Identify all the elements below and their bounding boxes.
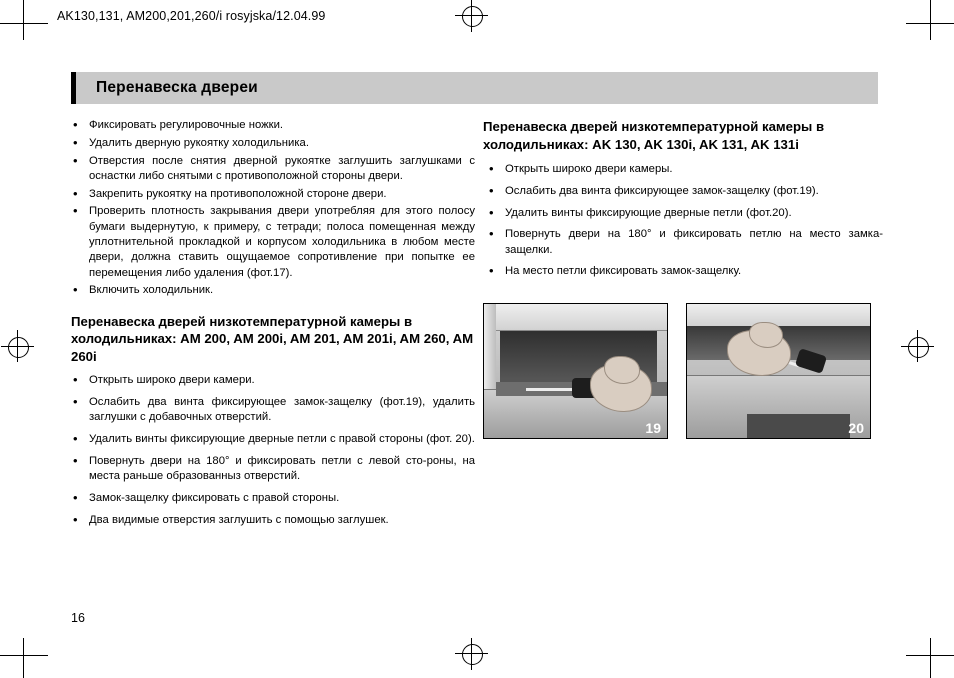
photo-thumb — [604, 356, 640, 384]
photo-shelf-top — [484, 304, 667, 331]
list-item: • Отверстия после снятия дверной рукоятке заглушить заглушками с оснастки либо снятыми с противоположной стороны двери. — [67, 154, 475, 185]
list-item: • Включить холодильник. — [67, 283, 475, 298]
list-item: • Проверить плотность закрывания двери употребляя для этого полосу бумаги выдернутую, к примеру, с тетради; полоса помещенная между уплотнительной прокладкой и корпусом холодильника в любом месте двери, должна ставить ощущаемое сопротивление при попытке ее перемещения либо удаления (фот.17). — [67, 204, 475, 280]
crop-mark-top-left-v — [23, 0, 24, 40]
registration-cross-top-v — [471, 0, 472, 32]
right-bullet-list — [483, 162, 883, 280]
crop-mark-bottom-right-h — [906, 655, 954, 656]
list-item: • Повернуть двери на 180° и фиксировать петли с левой сто-роны, на места раньше образованныз отверстий. — [67, 454, 475, 485]
photo-number-label: 20 — [848, 420, 864, 436]
left-bullet-list-top — [67, 118, 475, 299]
photo-number-label: 19 — [645, 420, 661, 436]
photo-screwdriver-shaft — [526, 388, 574, 391]
registration-cross-bottom-v — [471, 638, 472, 670]
left-column — [67, 118, 475, 535]
crop-mark-top-left-h — [0, 23, 48, 24]
list-item: • Удалить дверную рукоятку холодильника. — [67, 136, 475, 151]
registration-cross-left-v — [17, 330, 18, 362]
registration-mark-top — [462, 6, 483, 27]
list-item: • Замок-защелку фиксировать с правой стороны. — [67, 491, 475, 506]
right-column — [483, 118, 883, 286]
section-title-bar — [71, 72, 878, 104]
page-number: 16 — [71, 611, 85, 625]
list-item: • Открыть широко двери камери. — [67, 373, 475, 388]
photo-thumb — [749, 322, 783, 348]
list-item: • Фиксировать регулировочные ножки. — [67, 118, 475, 133]
crop-mark-top-right-v — [930, 0, 931, 40]
registration-cross-right-v — [917, 330, 918, 362]
crop-mark-bottom-left-v — [23, 638, 24, 678]
list-item: • Открыть широко двери камеры. — [483, 162, 883, 177]
crop-mark-bottom-right-v — [930, 638, 931, 678]
registration-mark-right — [908, 337, 929, 358]
registration-mark-bottom — [462, 644, 483, 665]
document-header-line: AK130,131, AM200,201,260/i rosyjska/12.04.99 — [57, 9, 326, 23]
photo-20 — [686, 303, 871, 439]
list-item: • Два видимые отверстия заглушить с помощью заглушек. — [67, 513, 475, 528]
photo-shelf-top — [687, 304, 870, 327]
crop-mark-top-right-h — [906, 23, 954, 24]
list-item: • Удалить винты фиксирующие дверные петли (фот.20). — [483, 206, 883, 221]
list-item: • Закрепить рукоятку на противоположной стороне двери. — [67, 187, 475, 202]
photo-row — [483, 303, 871, 439]
photo-19 — [483, 303, 668, 439]
right-subheading: Перенавеска дверей низкотемпературной камеры в холодильниках: AK 130, AK 130i, AK 131, AK 131i — [483, 119, 825, 152]
page-title: Перенавеска двереи — [96, 79, 258, 96]
registration-mark-left — [8, 337, 29, 358]
left-bullet-list-bottom — [67, 373, 475, 528]
photo-dark-strip — [747, 414, 850, 438]
crop-mark-bottom-left-h — [0, 655, 48, 656]
list-item: • Удалить винты фиксирующие дверные петли с правой стороны (фот. 20). — [67, 432, 475, 447]
left-subheading: Перенавеска дверей низкотемпературной камеры в холодильниках: AM 200, AM 200i, AM 201, AM 201i, AM 260, AM 260i — [71, 313, 474, 364]
list-item: • Повернуть двери на 180° и фиксировать петлю на место замка-защелки. — [483, 227, 883, 258]
list-item: • На место петли фиксировать замок-защелку. — [483, 264, 883, 279]
list-item: • Ослабить два винта фиксирующее замок-защелку (фот.19). — [483, 184, 883, 199]
list-item: • Ослабить два винта фиксирующее замок-защелку (фот.19), удалить заглушки с добавочных отверстий. — [67, 395, 475, 426]
